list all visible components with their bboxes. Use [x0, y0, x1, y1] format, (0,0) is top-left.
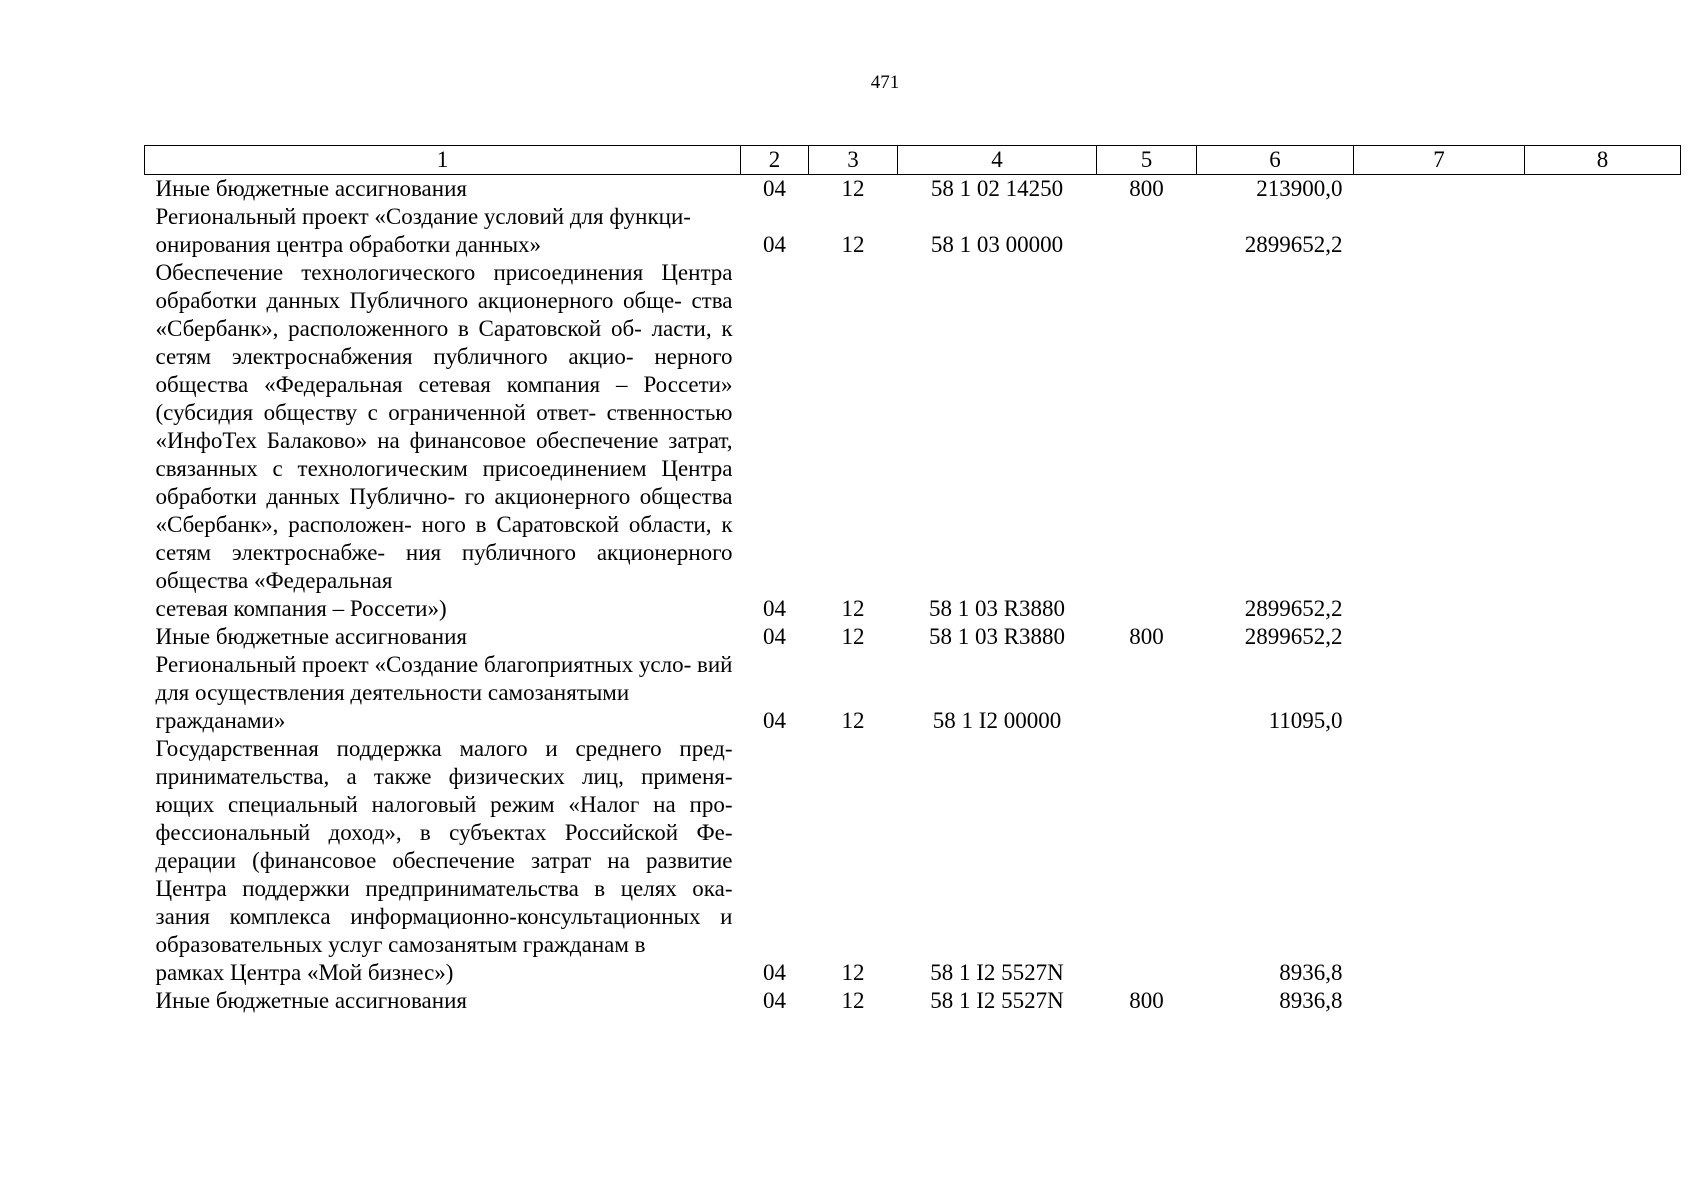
row-target-article: 58 1 03 R3880: [928, 624, 1066, 649]
description-line: Региональный проект «Создание условий для функци-: [155, 204, 691, 229]
description-line: сетевая компания – Россети»): [155, 596, 447, 621]
row-amount: 8936,8: [1279, 988, 1343, 1013]
page-number: 471: [870, 72, 900, 93]
row-expense-type: 800: [1129, 988, 1164, 1013]
row-col7: [1354, 203, 1525, 259]
row-description: [145, 651, 741, 735]
description-line: ющих специальный налоговый режим «Налог на про-: [155, 792, 733, 817]
header-row: [145, 146, 1681, 175]
row-col8: [1525, 735, 1681, 987]
description-line: гражданами»: [155, 708, 286, 733]
row-col7: [1354, 623, 1525, 651]
row-amount: 8936,8: [1279, 960, 1343, 985]
header-col-2: 2: [741, 146, 809, 175]
description-line: обработки данных Публичного акционерного обще-: [155, 288, 682, 313]
row-subsection: 12: [841, 232, 865, 257]
row-description: [145, 623, 741, 651]
row-col8: [1525, 987, 1681, 1015]
budget-table-container: [144, 145, 1681, 1015]
row-target-article: 58 1 03 00000: [930, 232, 1064, 257]
table-header: [145, 146, 1681, 175]
header-col-4: 4: [898, 146, 1097, 175]
row-subsection: 12: [841, 176, 865, 201]
row-amount: 213900,0: [1256, 176, 1343, 201]
row-subsection: 12: [841, 596, 865, 621]
description-line: ласти, к сетям электроснабжения публичного акцио-: [155, 316, 733, 369]
description-line: фессиональный доход», в субъектах Российской Фе-: [155, 820, 733, 845]
row-section: 04: [763, 988, 786, 1013]
row-expense-type: [1097, 259, 1197, 623]
row-description: [145, 203, 741, 259]
row-target-article: 58 1 03 R3880: [928, 596, 1066, 621]
description-line: Государственная поддержка малого и среднего пред-: [155, 736, 733, 761]
description-line: вий для осуществления деятельности самозанятыми: [155, 652, 733, 705]
table-row: [145, 987, 1681, 1015]
description-line: нерного общества «Федеральная сетевая компания –: [155, 344, 733, 397]
row-description: [145, 175, 741, 204]
row-subsection: 12: [841, 960, 865, 985]
row-section: 04: [763, 708, 786, 733]
row-col7: [1354, 651, 1525, 735]
row-amount: 2899652,2: [1244, 596, 1343, 621]
description-line: Региональный проект «Создание благоприятных усло-: [155, 652, 692, 677]
table-row: [145, 651, 1681, 735]
row-expense-type: [1097, 651, 1197, 735]
row-expense-type: [1097, 203, 1197, 259]
row-description: [145, 987, 741, 1015]
row-subsection: 12: [841, 708, 865, 733]
table-row: [145, 175, 1681, 204]
row-col7: [1354, 175, 1525, 204]
table-row: [145, 203, 1681, 259]
row-col7: [1354, 735, 1525, 987]
row-col8: [1525, 203, 1681, 259]
row-col8: [1525, 175, 1681, 204]
row-amount: 2899652,2: [1244, 624, 1343, 649]
header-col-1: 1: [145, 146, 741, 175]
description-line: Центра поддержки предпринимательства в целях ока-: [155, 876, 733, 901]
description-line: Иные бюджетные ассигнования: [155, 624, 467, 649]
row-col7: [1354, 987, 1525, 1015]
row-target-article: 58 1 I2 5527N: [930, 960, 1064, 985]
row-target-article: 58 1 I2 5527N: [930, 988, 1064, 1013]
header-col-8: 8: [1525, 146, 1681, 175]
row-target-article: 58 1 I2 00000: [932, 708, 1062, 733]
description-line: ния публичного акционерного общества «Федеральная: [155, 540, 733, 593]
table-row: [145, 259, 1681, 623]
description-line: присоединением Центра обработки данных Публично-: [155, 456, 733, 509]
row-expense-type: [1097, 735, 1197, 987]
row-expense-type: 800: [1129, 176, 1164, 201]
description-line: принимательства, а также физических лиц, применя-: [155, 764, 733, 789]
description-line: обеспечение затрат, связанных с технологическим: [155, 428, 733, 481]
description-line: дерации (финансовое обеспечение затрат на развитие: [155, 848, 733, 873]
row-amount: 11095,0: [1268, 708, 1343, 733]
row-subsection: 12: [841, 624, 865, 649]
table-body: [145, 175, 1681, 1016]
row-section: 04: [763, 596, 786, 621]
description-line: рамках Центра «Мой бизнес»): [155, 960, 454, 985]
row-description: [145, 259, 741, 623]
row-section: 04: [763, 232, 786, 257]
description-line: Россети» (субсидия обществу с ограниченной ответ-: [155, 372, 733, 425]
description-line: онирования центра обработки данных»: [155, 232, 542, 257]
table-row: [145, 623, 1681, 651]
header-col-6: 6: [1197, 146, 1354, 175]
row-expense-type: 800: [1129, 624, 1164, 649]
table-row: [145, 735, 1681, 987]
budget-table: [144, 145, 1681, 1015]
row-target-article: 58 1 02 14250: [930, 176, 1064, 201]
row-subsection: 12: [841, 988, 865, 1013]
header-col-5: 5: [1097, 146, 1197, 175]
header-col-3: 3: [809, 146, 898, 175]
description-line: ного в Саратовской области, к сетям электроснабже-: [155, 512, 733, 565]
description-line: го акционерного общества «Сбербанк», расположен-: [155, 484, 733, 537]
description-line: образовательных услуг самозанятым гражданам в: [155, 932, 646, 957]
description-line: ственностью «ИнфоТех Балаково» на финансовое: [155, 400, 733, 453]
row-section: 04: [763, 960, 786, 985]
description-line: Обеспечение технологического присоединения Центра: [155, 260, 733, 285]
header-col-7: 7: [1354, 146, 1525, 175]
row-section: 04: [763, 624, 786, 649]
description-line: ства «Сбербанк», расположенного в Саратовской об-: [155, 288, 733, 341]
row-col8: [1525, 651, 1681, 735]
row-col8: [1525, 623, 1681, 651]
row-description: [145, 735, 741, 987]
description-line: Иные бюджетные ассигнования: [155, 176, 467, 201]
description-line: зания комплекса информационно-консультационных и: [155, 904, 733, 929]
row-col7: [1354, 259, 1525, 623]
description-line: Иные бюджетные ассигнования: [155, 988, 467, 1013]
row-amount: 2899652,2: [1244, 232, 1343, 257]
row-col8: [1525, 259, 1681, 623]
row-section: 04: [763, 176, 786, 201]
